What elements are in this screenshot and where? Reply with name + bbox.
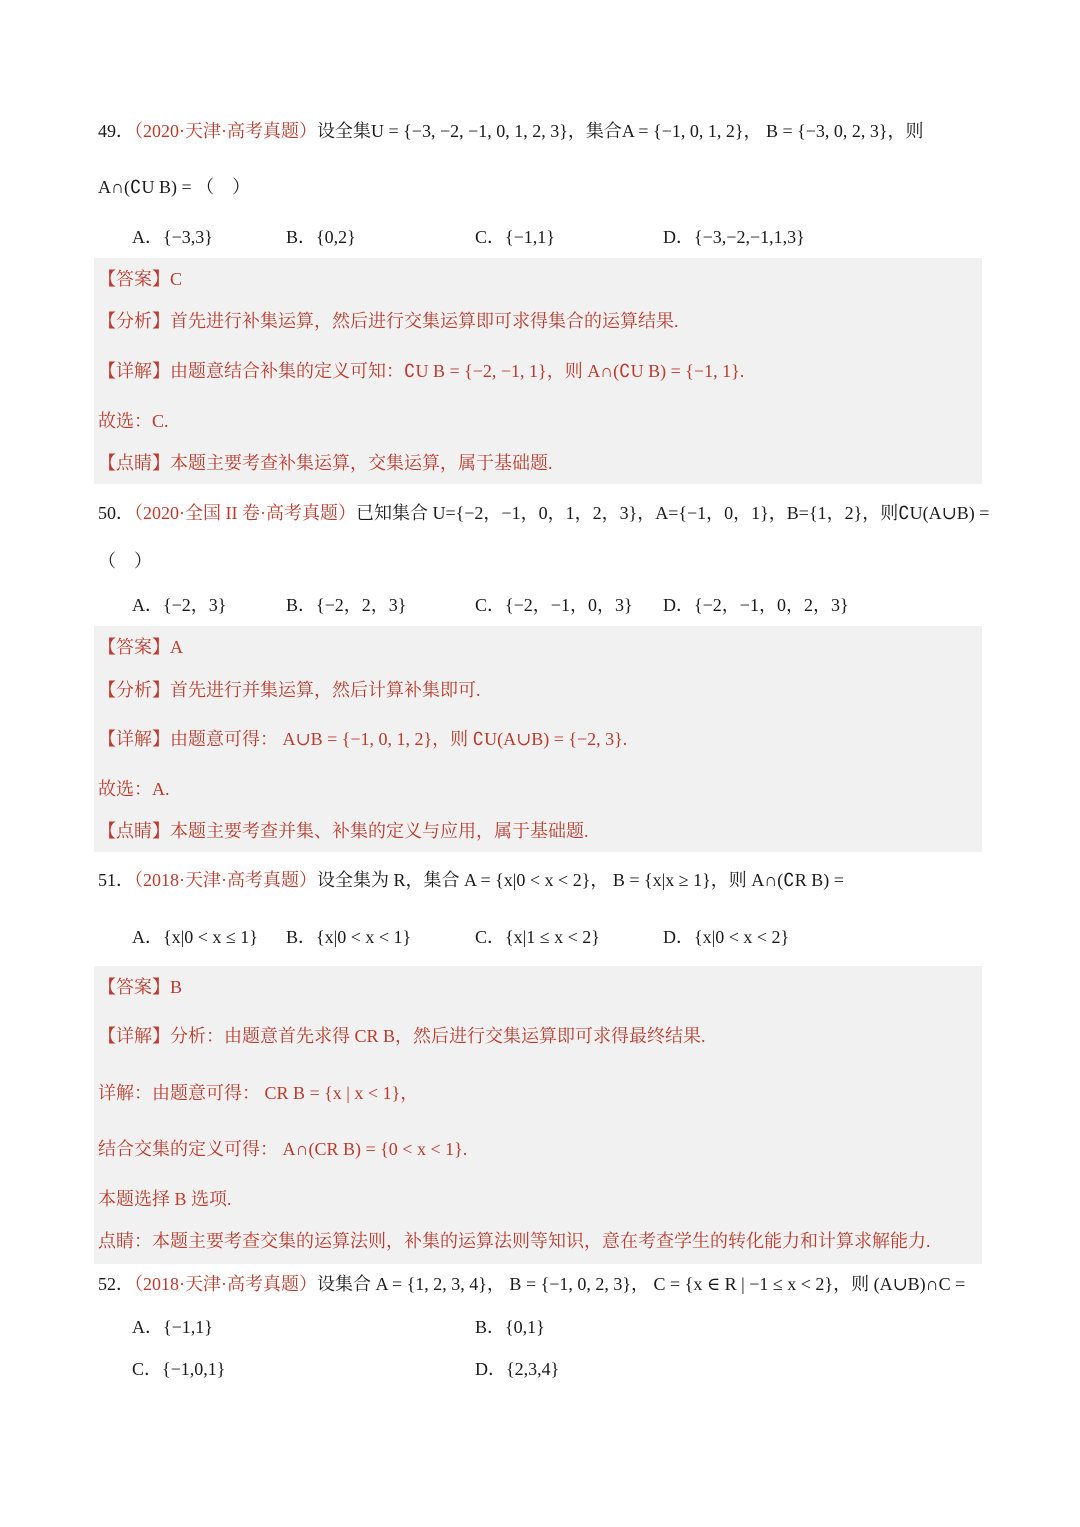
q50-choice: 故选：A. [98,779,170,799]
q50-detail: 【详解】由题意可得： A∪B = {−1, 0, 1, 2}，则 ∁U(A∪B) = {−2, 3}. [98,729,628,749]
q51-solution-box [94,966,982,1264]
question-52-line1: 52．（2018·天津·高考真题）设集合 A = {1, 2, 3, 4}， B = {−1, 0, 2, 3}， C = {x ∈ R | −1 ≤ x < 2}，则 (A∪B)∩C = [98,1274,966,1294]
q49-choice: 故选：C. [98,411,169,431]
q51-option-b: B．{x|0 < x < 1} [286,927,412,947]
question-source-tag: （2020·全国 II 卷·高考真题） [134,503,356,523]
question-51-line1: 51．（2018·天津·高考真题）设全集为 R，集合 A = {x|0 < x < 2}， B = {x|x ≥ 1}，则 A∩(∁R B) = [98,870,844,890]
q50-option-d: D．{−2，−1，0，2，3} [663,595,849,615]
question-source-tag: （2020·天津·高考真题） [134,121,317,141]
q52-option-c: C．{−1,0,1} [132,1359,226,1379]
q49-comment: 【点睛】本题主要考查补集运算，交集运算，属于基础题. [98,453,553,473]
q51-choice: 本题选择 B 选项. [98,1189,232,1209]
question-source-tag: （2018·天津·高考真题） [134,870,317,890]
q51-option-d: D．{x|0 < x < 2} [663,927,790,947]
question-49-line1: 49．（2020·天津·高考真题）设全集U = {−3, −2, −1, 0, 1, 2, 3}，集合A = {−1, 0, 1, 2}， B = {−3, 0, 2, 3}，则 [98,121,924,141]
q52-option-a: A．{−1,1} [132,1317,213,1337]
q51-option-c: C．{x|1 ≤ x < 2} [475,927,600,947]
question-source-tag: （2018·天津·高考真题） [134,1274,317,1294]
q49-detail: 【详解】由题意结合补集的定义可知：∁U B = {−2, −1, 1}，则 A∩(∁U B) = {−1, 1}. [98,361,745,381]
q51-answer: 【答案】B [98,977,183,997]
q52-option-b: B．{0,1} [475,1317,545,1337]
question-49-line2: A∩(∁U B) = （ ） [98,177,251,197]
q50-option-a: A．{−2，3} [132,595,227,615]
q52-option-d: D．{2,3,4} [475,1359,560,1379]
q50-option-b: B．{−2，2，3} [286,595,407,615]
q51-step2: 结合交集的定义可得： A∩(CR B) = {0 < x < 1}. [98,1139,468,1159]
q51-detail: 【详解】分析：由题意首先求得 CR B，然后进行交集运算即可求得最终结果. [98,1026,706,1046]
q49-option-d: D．{−3,−2,−1,1,3} [663,227,805,247]
q49-analysis: 【分析】首先进行补集运算，然后进行交集运算即可求得集合的运算结果. [98,311,679,331]
q49-answer: 【答案】C [98,269,183,289]
q50-option-c: C．{−2，−1，0，3} [475,595,633,615]
q49-option-c: C．{−1,1} [475,227,555,247]
q51-comment: 点睛：本题主要考查交集的运算法则，补集的运算法则等知识，意在考查学生的转化能力和计算求解能力. [98,1231,931,1251]
q49-option-b: B．{0,2} [286,227,356,247]
q51-step1: 详解：由题意可得： CR B = {x | x < 1}， [98,1083,419,1103]
question-50-line2: （ ） [98,551,152,571]
q50-answer: 【答案】A [98,637,183,657]
q50-analysis: 【分析】首先进行并集运算，然后计算补集即可. [98,680,481,700]
q51-option-a: A．{x|0 < x ≤ 1} [132,927,258,947]
q50-comment: 【点睛】本题主要考查并集、补集的定义与应用，属于基础题. [98,821,589,841]
question-50-line1: 50．（2020·全国 II 卷·高考真题）已知集合 U={−2，−1，0，1，2，3}，A={−1，0，1}，B={1，2}，则∁U(A∪B) = [98,503,990,523]
q49-option-a: A．{−3,3} [132,227,213,247]
